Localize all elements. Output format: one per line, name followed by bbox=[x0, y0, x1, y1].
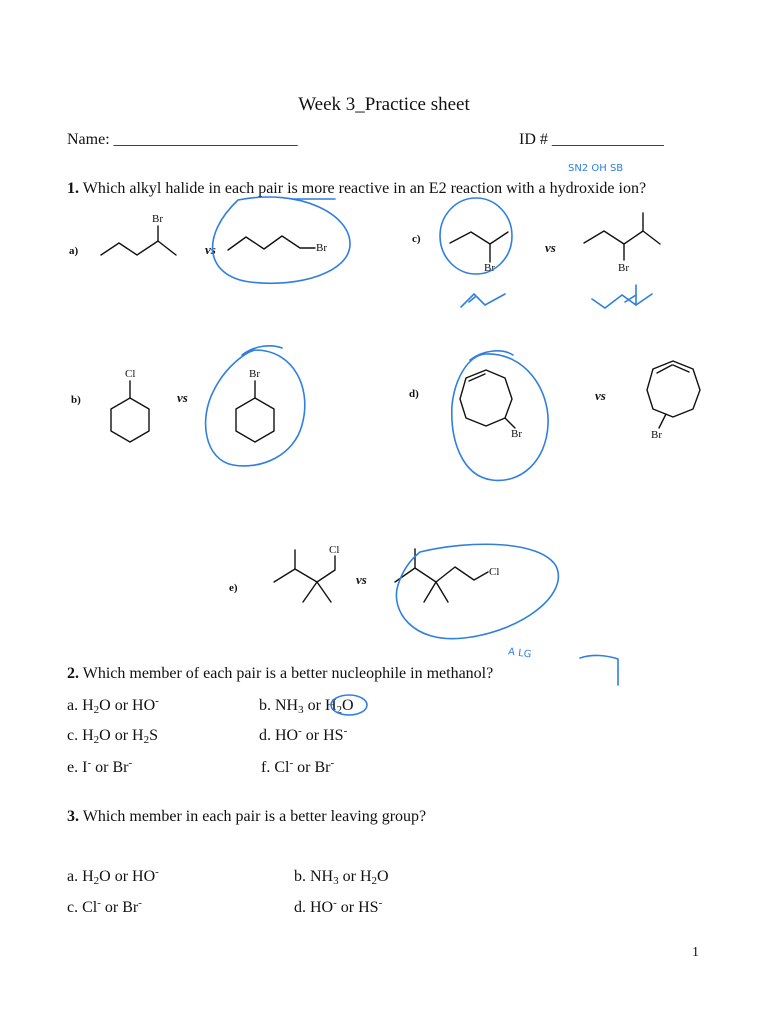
part-c-left-atom: Br bbox=[484, 262, 495, 274]
part-d-label: d) bbox=[409, 388, 419, 400]
id-blank: ______________ bbox=[551, 131, 664, 148]
page-title: Week 3_Practice sheet bbox=[298, 94, 470, 115]
question-2-text: Which member of each pair is a better nucleophile in methanol? bbox=[82, 665, 494, 682]
question-3 bbox=[67, 808, 426, 826]
q3-option-b: b. $NH_3$ or $H_2O$ bbox=[294, 868, 389, 887]
question-1-text: Which alkyl halide in each pair is more reactive in an E2 reaction with a hydroxide ion? bbox=[82, 180, 647, 197]
part-d-right-atom: Br bbox=[651, 429, 662, 441]
handwritten-note-q1: SN2 OH SB bbox=[568, 163, 624, 174]
q3-option-d: d. HO- or HS- bbox=[294, 897, 383, 916]
handwritten-note-q2: A LG bbox=[507, 646, 532, 661]
part-c-label: c) bbox=[412, 233, 421, 245]
question-3-number: 3. bbox=[67, 808, 79, 825]
question-3-text: Which member in each pair is a better leaving group? bbox=[82, 808, 427, 825]
part-b-left-atom: Cl bbox=[125, 368, 136, 380]
part-d-left-atom: Br bbox=[511, 428, 522, 440]
part-c-vs: vs bbox=[545, 240, 556, 255]
part-b-label: b) bbox=[71, 394, 81, 406]
part-a-vs: vs bbox=[205, 242, 216, 257]
part-a-left-atom: Br bbox=[152, 213, 163, 225]
part-e-label: e) bbox=[229, 582, 238, 594]
name-label-text: Name: bbox=[67, 131, 110, 148]
q3-option-c: c. Cl- or Br- bbox=[67, 897, 142, 916]
part-c-right-atom: Br bbox=[618, 262, 629, 274]
q2-option-e: e. I- or Br- bbox=[67, 757, 133, 776]
question-2 bbox=[67, 665, 493, 683]
part-e-vs: vs bbox=[356, 572, 367, 587]
q2-option-a: a. $H_2O$ or HO- bbox=[67, 695, 159, 716]
question-2-number: 2. bbox=[67, 665, 79, 682]
name-blank: _______________________ bbox=[113, 131, 298, 148]
id-label-text: ID # bbox=[519, 131, 548, 148]
q3-option-a: a. $H_2O$ or HO- bbox=[67, 866, 159, 887]
page-number: 1 bbox=[692, 945, 699, 960]
q2-option-f: f. Cl- or Br- bbox=[261, 757, 335, 776]
part-a-label: a) bbox=[69, 245, 79, 257]
part-a-right-atom: Br bbox=[316, 242, 327, 254]
part-b-vs: vs bbox=[177, 390, 188, 405]
q2-option-b: b. $NH_3$ or $H_2O$ bbox=[259, 697, 354, 716]
part-d-vs: vs bbox=[595, 388, 606, 403]
part-e-right-atom: Cl bbox=[489, 566, 500, 578]
q2-option-c: c. $H_2O$ or $H_2S$ bbox=[67, 727, 158, 746]
part-e-left-atom: Cl bbox=[329, 544, 340, 556]
q2-option-d: d. HO- or HS- bbox=[259, 725, 348, 744]
question-1-number: 1. bbox=[67, 180, 79, 197]
part-b-right-atom: Br bbox=[249, 368, 260, 380]
